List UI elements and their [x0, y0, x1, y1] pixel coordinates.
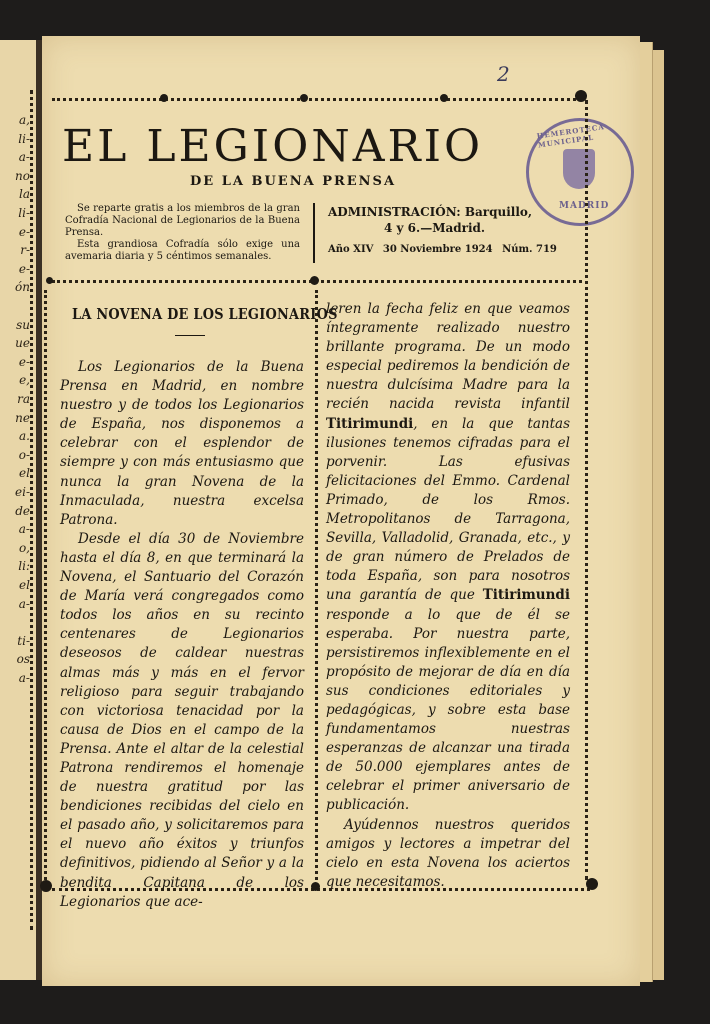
text-fragment: su: [16, 317, 30, 332]
ornamental-border-left: [44, 290, 47, 880]
text-fragment: no: [15, 168, 30, 183]
ornamental-border-right: [585, 100, 588, 880]
border-ornament: [40, 880, 52, 892]
masthead-title: EL LEGIONARIO: [62, 121, 484, 172]
text-fragment: e-: [18, 354, 30, 369]
text-run: leren la fecha feliz en que veamos íntegramente realizado nuestro brillante programa. De un modo especial pediremos la bendición de nuestra dulcísima Madre para la recién nacida revista infantil: [326, 301, 570, 413]
article-title: LA NOVENA DE LOS LEGIONARIOS: [72, 305, 338, 323]
title-underline: [175, 335, 205, 336]
text-fragment: e,: [19, 373, 30, 388]
text-fragment: e-: [18, 224, 30, 239]
coat-of-arms-icon: [563, 149, 595, 189]
border-ornament: [311, 882, 320, 891]
text-fragment: ón: [15, 280, 30, 295]
admin-line-1: ADMINISTRACIÓN: Barquillo,: [328, 205, 533, 219]
text-fragment: ti-: [17, 633, 30, 648]
header-notice: [65, 203, 300, 263]
border-ornament: [300, 94, 308, 102]
text-fragment: os: [16, 652, 30, 667]
text-fragment: el: [19, 466, 30, 481]
paragraph: [326, 300, 570, 816]
text-fragment: a,: [19, 113, 30, 127]
text-fragment: o-: [18, 447, 30, 462]
header-divider: [313, 203, 315, 263]
border-ornament: [440, 94, 448, 102]
ornamental-border-top: [52, 98, 582, 105]
administration-address: [328, 204, 588, 236]
text-run: , en la que tantas ilusiones tenemos cifradas para el porvenir. Las efusivas felicitaciones del Emmo. Cardenal Primado, de los Rmos. Metropolitanos de Tarragona, Sevilla, Valladolid, Granada, etc., y de gran número de Prelados de toda España, son para nosotros una garantía de que: [326, 415, 570, 604]
stamp-bottom-text: MADRID: [559, 201, 610, 211]
stamp-top-text: HEMEROTECA MUNICIPAL: [536, 122, 606, 150]
text-fragment: a-: [18, 522, 30, 537]
border-ornament: [160, 94, 168, 102]
text-fragment: ei-: [15, 485, 30, 499]
magazine-name: Titirimundi: [326, 415, 414, 432]
text-fragment: li-: [18, 131, 30, 146]
article-column-2: [326, 300, 570, 892]
text-fragment: a-: [18, 596, 30, 611]
border-ornament: [46, 277, 53, 284]
paragraph: Desde el día 30 de Noviembre hasta el día 8, en que terminará la Novena, el Santuario del Corazón de María verá congregados como todos los años en su recinto centenares de Legionarios deseosos de caldear nuestras almas más y más en el fervor religioso para seguir trabajando con victoriosa tenacidad por la causa de Dios en el campo de la Prensa. Ante el altar de la celestial Patrona rendiremos el homenaje de nuestra gratitud por las bendiciones recibidas del cielo en el pasado año, y solicitaremos para el nuevo año éxitos y triunfos definitivos, pidiendo al Señor y a la bendita Capitana de los Legionarios que ace-: [60, 530, 304, 910]
text-fragment: a.: [19, 429, 30, 444]
text-fragment: ne: [15, 410, 30, 425]
text-fragment: o,: [18, 540, 30, 555]
masthead-subtitle: DE LA BUENA PRENSA: [190, 174, 397, 189]
text-fragment: li-: [18, 206, 30, 220]
text-fragment: de: [15, 503, 30, 518]
magazine-name: Titirimundi: [482, 587, 570, 604]
handwritten-page-number: 2: [497, 62, 510, 86]
column-divider: [315, 290, 318, 880]
issue-year: Año XIV: [328, 244, 374, 255]
article-column-1: [60, 358, 304, 912]
issue-info: [328, 244, 563, 255]
issue-number: Núm. 719: [502, 244, 557, 255]
page-edge: [640, 42, 653, 982]
text-fragment: el: [19, 578, 30, 592]
adjacent-page-fragment: [0, 40, 38, 980]
text-fragment: a-: [18, 150, 30, 165]
page-edge: [652, 50, 664, 980]
text-fragment: ra: [17, 392, 30, 406]
text-fragment: e-: [18, 261, 30, 276]
paragraph: Ayúdennos nuestros queridos amigos y lectores a impetrar del cielo en esta Novena los aciertos que necesitamos.: [326, 816, 570, 890]
text-fragment: ue: [15, 336, 30, 351]
border-ornament: [586, 878, 598, 890]
notice-line-1: Se reparte gratis a los miembros de la gran Cofradía Nacional de Legionarios de la Buena Prensa.: [65, 203, 300, 238]
admin-line-2: 4 y 6.—Madrid.: [384, 221, 486, 235]
text-fragment: r-: [20, 243, 30, 258]
border-ornament: [310, 276, 319, 285]
text-fragment: la: [19, 187, 30, 202]
text-fragment: a-: [18, 671, 30, 685]
notice-line-2: Esta grandiosa Cofradía sólo exige una avemaria diaria y 5 céntimos semanales.: [65, 239, 300, 262]
text-run: responde a lo que de él se esperaba. Por nuestra parte, persistiremos inflexiblemente en el propósito de mejorar de día en día sus condiciones editoriales y pedagógicas, y sobre esta base fundamentamos nuestras esperanzas de alcanzar una tirada de 50.000 ejemplares antes de celebrar el primer aniversario de publicación.: [326, 606, 570, 814]
issue-date: 30 Noviembre 1924: [382, 244, 493, 255]
paragraph: Los Legionarios de la Buena Prensa en Madrid, en nombre nuestro y de todos los Legionarios de España, nos disponemos a celebrar con el esplendor de siempre y con más entusiasmo que nunca la gran Novena de la Inmaculada, nuestra excelsa Patrona.: [60, 359, 304, 528]
text-fragment: li:: [18, 559, 30, 574]
